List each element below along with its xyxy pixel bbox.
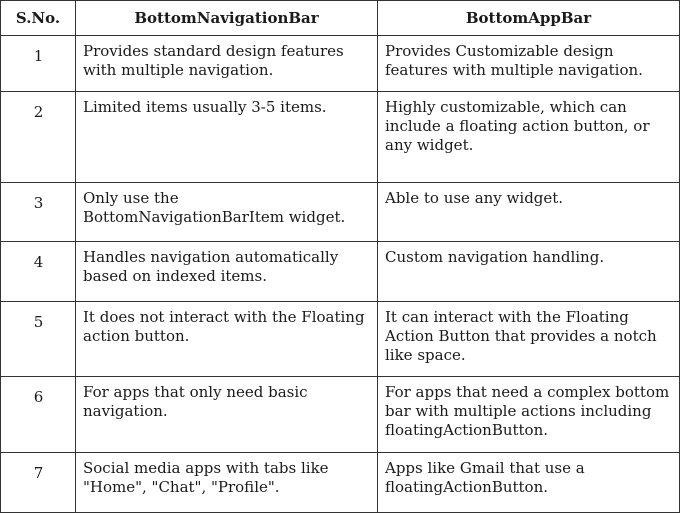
bottom-navigation-bar-cell: Provides standard design features with multiple navigation. bbox=[76, 36, 378, 92]
bottom-app-bar-cell: For apps that need a complex bottom bar with multiple actions including floatingActionButton. bbox=[378, 377, 680, 453]
table-row bbox=[1, 183, 680, 242]
table-row bbox=[1, 302, 680, 377]
row-number: 4 bbox=[1, 242, 76, 302]
row-number: 7 bbox=[1, 453, 76, 513]
bottom-navigation-bar-cell: It does not interact with the Floating action button. bbox=[76, 302, 378, 377]
bottom-app-bar-cell: Able to use any widget. bbox=[378, 183, 680, 242]
bottom-app-bar-cell: Apps like Gmail that use a floatingActionButton. bbox=[378, 453, 680, 513]
header-row bbox=[1, 1, 680, 36]
row-number: 1 bbox=[1, 36, 76, 92]
table-row bbox=[1, 92, 680, 183]
header-bottom-navigation-bar: BottomNavigationBar bbox=[76, 1, 378, 36]
bottom-app-bar-cell: Provides Customizable design features with multiple navigation. bbox=[378, 36, 680, 92]
row-number: 3 bbox=[1, 183, 76, 242]
bottom-navigation-bar-cell: Handles navigation automatically based on indexed items. bbox=[76, 242, 378, 302]
bottom-app-bar-cell: Custom navigation handling. bbox=[378, 242, 680, 302]
bottom-navigation-bar-cell: Social media apps with tabs like "Home", "Chat", "Profile". bbox=[76, 453, 378, 513]
bottom-navigation-bar-cell: Only use the BottomNavigationBarItem widget. bbox=[76, 183, 378, 242]
row-number: 6 bbox=[1, 377, 76, 453]
bottom-navigation-bar-cell: Limited items usually 3-5 items. bbox=[76, 92, 378, 183]
row-number: 2 bbox=[1, 92, 76, 183]
row-number: 5 bbox=[1, 302, 76, 377]
header-bottom-app-bar: BottomAppBar bbox=[378, 1, 680, 36]
bottom-navigation-bar-cell: For apps that only need basic navigation. bbox=[76, 377, 378, 453]
bottom-app-bar-cell: Highly customizable, which can include a floating action button, or any widget. bbox=[378, 92, 680, 183]
table-row bbox=[1, 453, 680, 513]
table-row bbox=[1, 377, 680, 453]
bottom-app-bar-cell: It can interact with the Floating Action Button that provides a notch like space. bbox=[378, 302, 680, 377]
table-row bbox=[1, 36, 680, 92]
table-row bbox=[1, 242, 680, 302]
header-sno: S.No. bbox=[1, 1, 76, 36]
